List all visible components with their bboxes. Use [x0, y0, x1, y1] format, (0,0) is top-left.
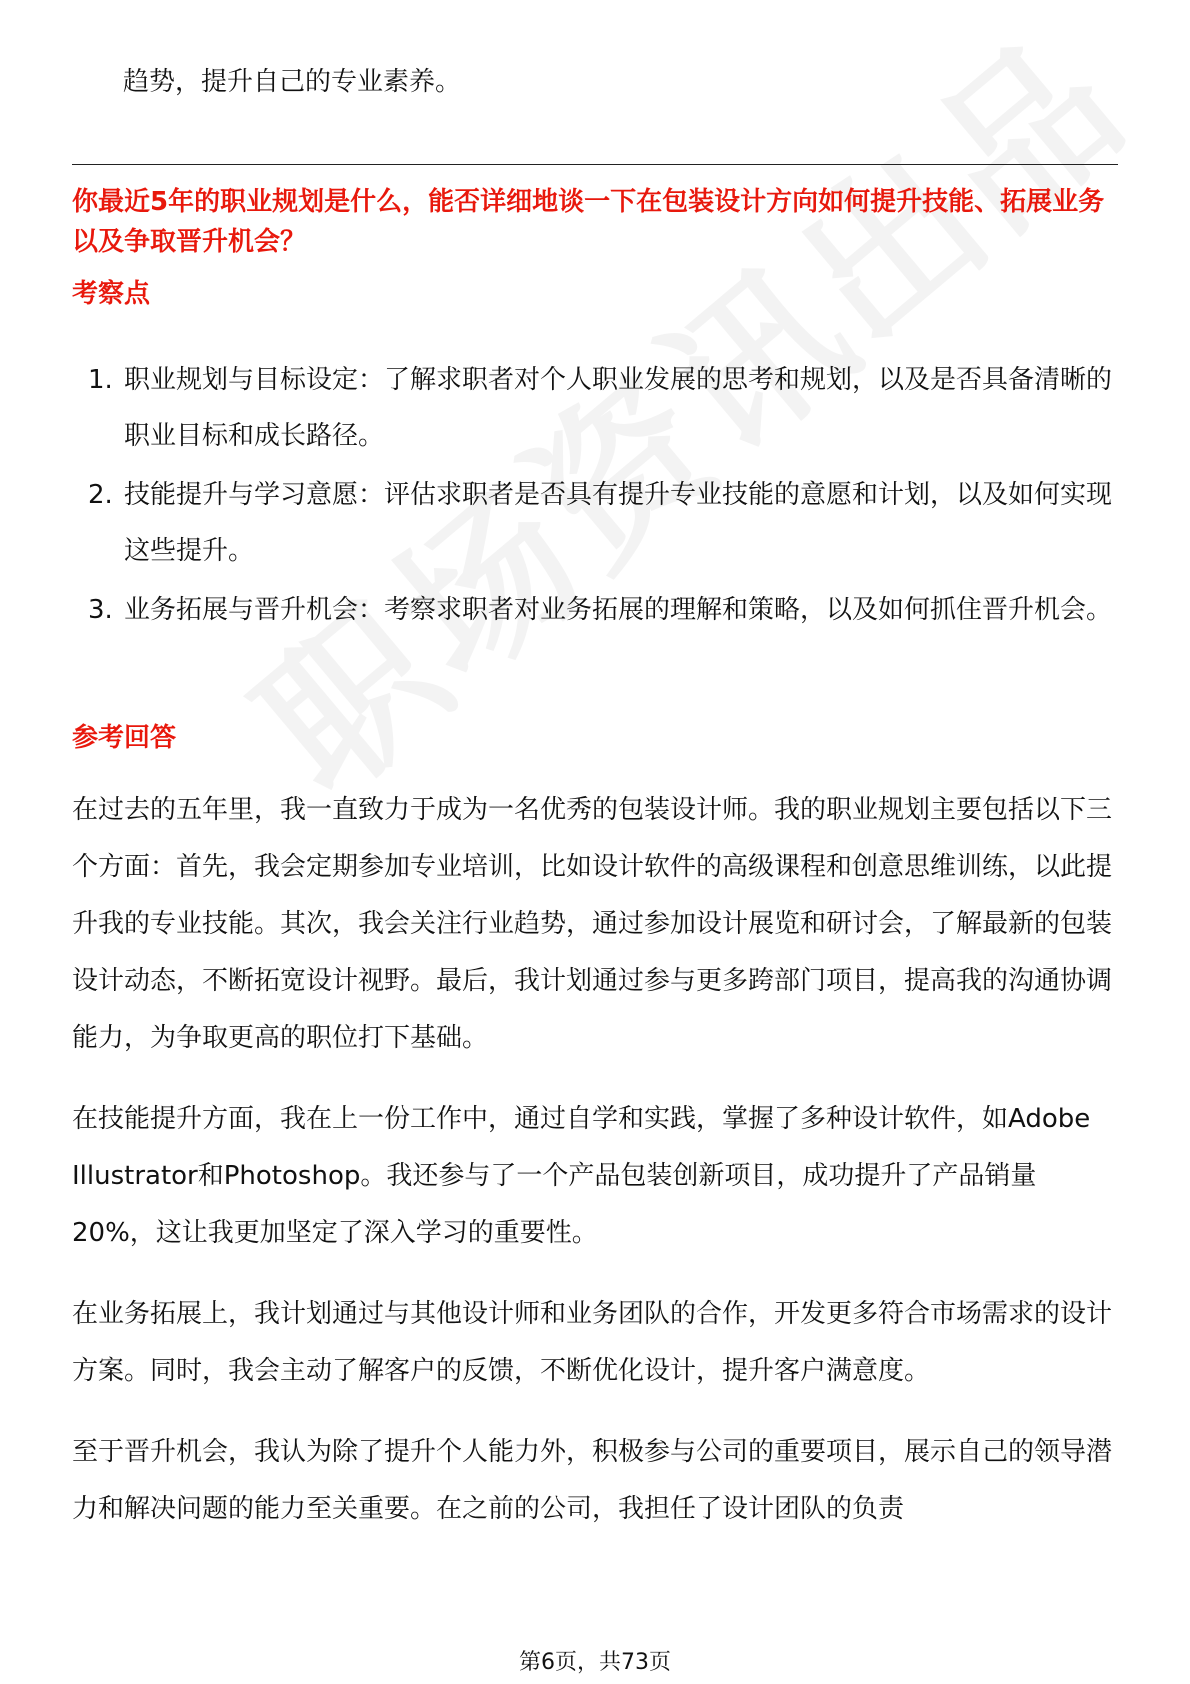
points-heading: 考察点 — [72, 279, 151, 309]
list-item-text: 技能提升与学习意愿：评估求职者是否具有提升专业技能的意愿和计划，以及如何实现这些提升。 — [124, 480, 1113, 566]
answer-paragraph: 在业务拓展上，我计划通过与其他设计师和业务团队的合作，开发更多符合市场需求的设计方案。同时，我会主动了解客户的反馈，不断优化设计，提升客户满意度。 — [72, 1299, 1113, 1386]
list-item-text: 职业规划与目标设定：了解求职者对个人职业发展的思考和规划，以及是否具备清晰的职业目标和成长路径。 — [124, 365, 1113, 451]
list-item — [72, 467, 1118, 579]
list-item-text: 业务拓展与晋升机会：考察求职者对业务拓展的理解和策略，以及如何抓住晋升机会。 — [124, 595, 1113, 625]
answer-paragraph: 在过去的五年里，我一直致力于成为一名优秀的包装设计师。我的职业规划主要包括以下三个方面：首先，我会定期参加专业培训，比如设计软件的高级课程和创意思维训练，以此提升我的专业技能。其次，我会关注行业趋势，通过参加设计展览和研讨会，了解最新的包装设计动态，不断拓宽设计视野。最后，我计划通过参与更多跨部门项目，提高我的沟通协调能力，为争取更高的职位打下基础。 — [72, 795, 1113, 1053]
list-item-number: 3. — [88, 595, 113, 625]
list-item-number: 1. — [88, 365, 113, 395]
answer-body — [72, 782, 1118, 1562]
question-heading: 你最近5年的职业规划是什么，能否详细地谈一下在包装设计方向如何提升技能、拓展业务以及争取晋升机会？ — [72, 187, 1105, 257]
points-list — [72, 352, 1118, 641]
list-item — [72, 352, 1118, 464]
continuation-text: 趋势，提升自己的专业素养。 — [123, 67, 462, 97]
answer-heading: 参考回答 — [72, 723, 177, 753]
section-divider — [72, 164, 1118, 165]
page-number: 第6页，共73页 — [519, 1650, 671, 1675]
list-item-number: 2. — [88, 480, 113, 510]
list-item — [72, 582, 1118, 638]
answer-paragraph: 在技能提升方面，我在上一份工作中，通过自学和实践，掌握了多种设计软件，如Adobe Illustrator和Photoshop。我还参与了一个产品包装创新项目，成功提升了产品销量20%，这让我更加坚定了深入学习的重要性。 — [72, 1104, 1091, 1248]
answer-paragraph: 至于晋升机会，我认为除了提升个人能力外，积极参与公司的重要项目，展示自己的领导潜力和解决问题的能力至关重要。在之前的公司，我担任了设计团队的负责 — [72, 1437, 1113, 1524]
